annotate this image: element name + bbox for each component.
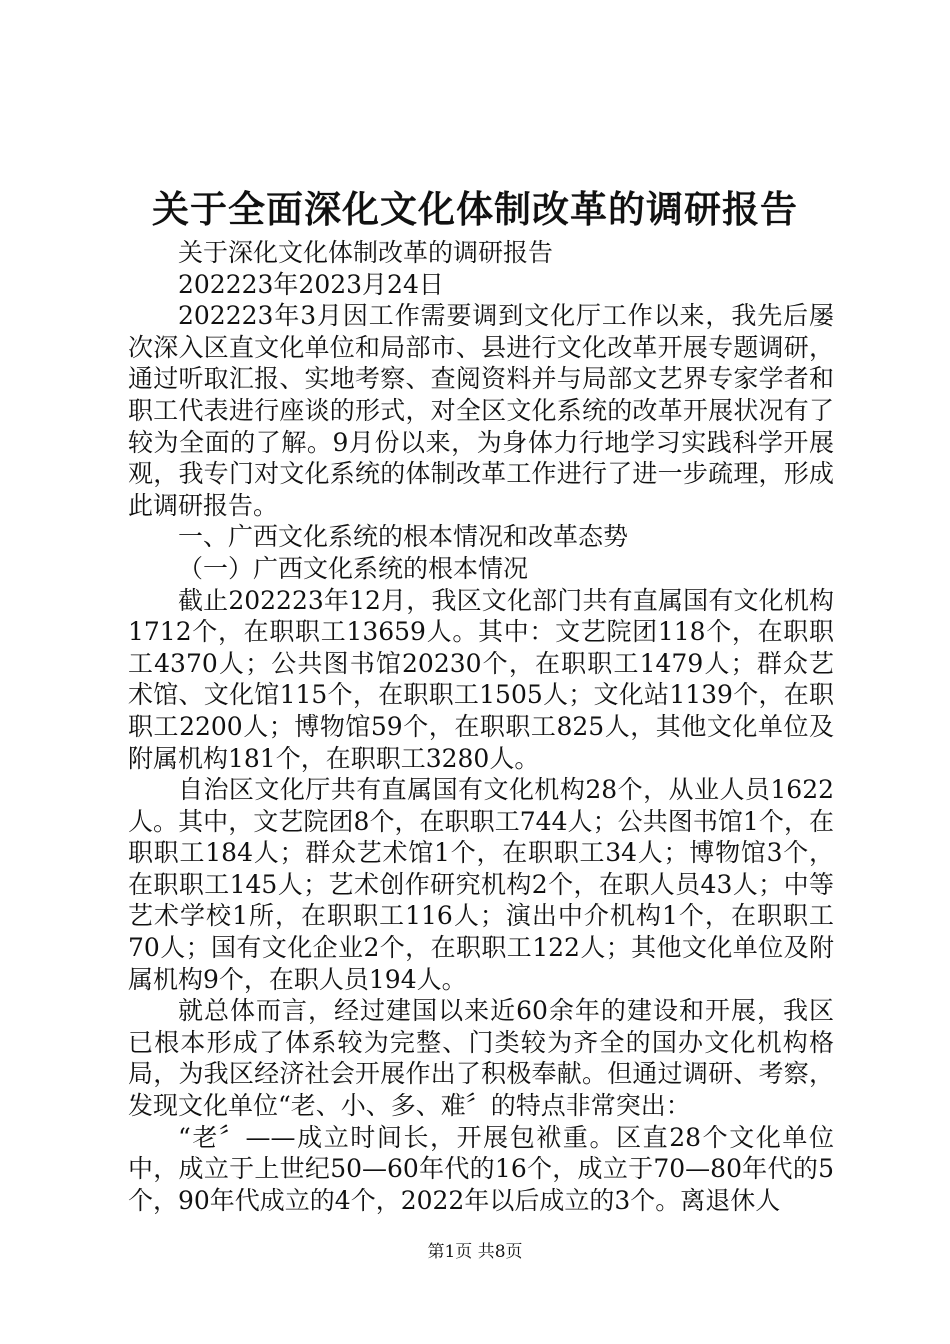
page-footer: 第1页 共8页 (427, 1242, 523, 1262)
paragraph-summary: 就总体而言，经过建国以来近60余年的建设和开展，我区已根本形成了体系较为完整、门类较为齐全的国办文化机构格局，为我区经济社会开展作出了积极奉献。但通过调研、考察，发现文化单位“老、小、多、难〞的特点非常突出： (128, 996, 834, 1121)
subsection-heading: （一）广西文化系统的根本情况 (178, 553, 529, 583)
document-body (128, 237, 834, 1216)
document-title: 关于全面深化文化体制改革的调研报告 (152, 187, 798, 231)
paragraph-statistics-department: 自治区文化厅共有直属国有文化机构28个，从业人员1622人。其中，文艺院团8个，在职职工744人；公共图书馆1个，在职职工184人；群众艺术馆1个，在职职工34人；博物馆3个，在职职工145人；艺术创作研究机构2个，在职人员43人；中等艺术学校1所，在职职工116人；演出中介机构1个，在职职工70人；国有文化企业2个，在职职工122人；其他文化单位及附属机构9个，在职人员194人。 (128, 775, 834, 994)
paragraph-subtitle: 关于深化文化体制改革的调研报告 (178, 238, 554, 267)
paragraph-statistics-region: 截止202223年12月，我区文化部门共有直属国有文化机构1712个，在职职工13659人。其中：文艺院团118个，在职职工4370人；公共图书馆20230个，在职职工1479人；群众艺术馆、文化馆115个，在职职工1505人；文化站1139个，在职职工2200人；博物馆59个，在职职工825人，其他文化单位及附属机构181个，在职职工3280人。 (128, 585, 834, 773)
paragraph-date: 202223年2023月24日 (178, 269, 444, 299)
section-heading: 一、广西文化系统的根本情况和改革态势 (178, 522, 629, 552)
paragraph-intro: 202223年3月因工作需要调到文化厅工作以来，我先后屡次深入区直文化单位和局部市、县进行文化改革开展专题调研，通过听取汇报、实地考察、查阅资料并与局部文艺界专家学者和职工代表进行座谈的形式，对全区文化系统的改革开展状况有了较为全面的了解。9月份以来，为身体力行地学习实践科学开展观，我专门对文化系统的体制改革工作进行了进一步疏理，形成此调研报告。 (128, 301, 834, 520)
paragraph-old: “老〞——成立时间长，开展包袱重。区直28个文化单位中，成立于上世纪50—60年代的16个，成立于70—80年代的5个，90年代成立的4个，2022年以后成立的3个。离退休人 (128, 1122, 834, 1215)
